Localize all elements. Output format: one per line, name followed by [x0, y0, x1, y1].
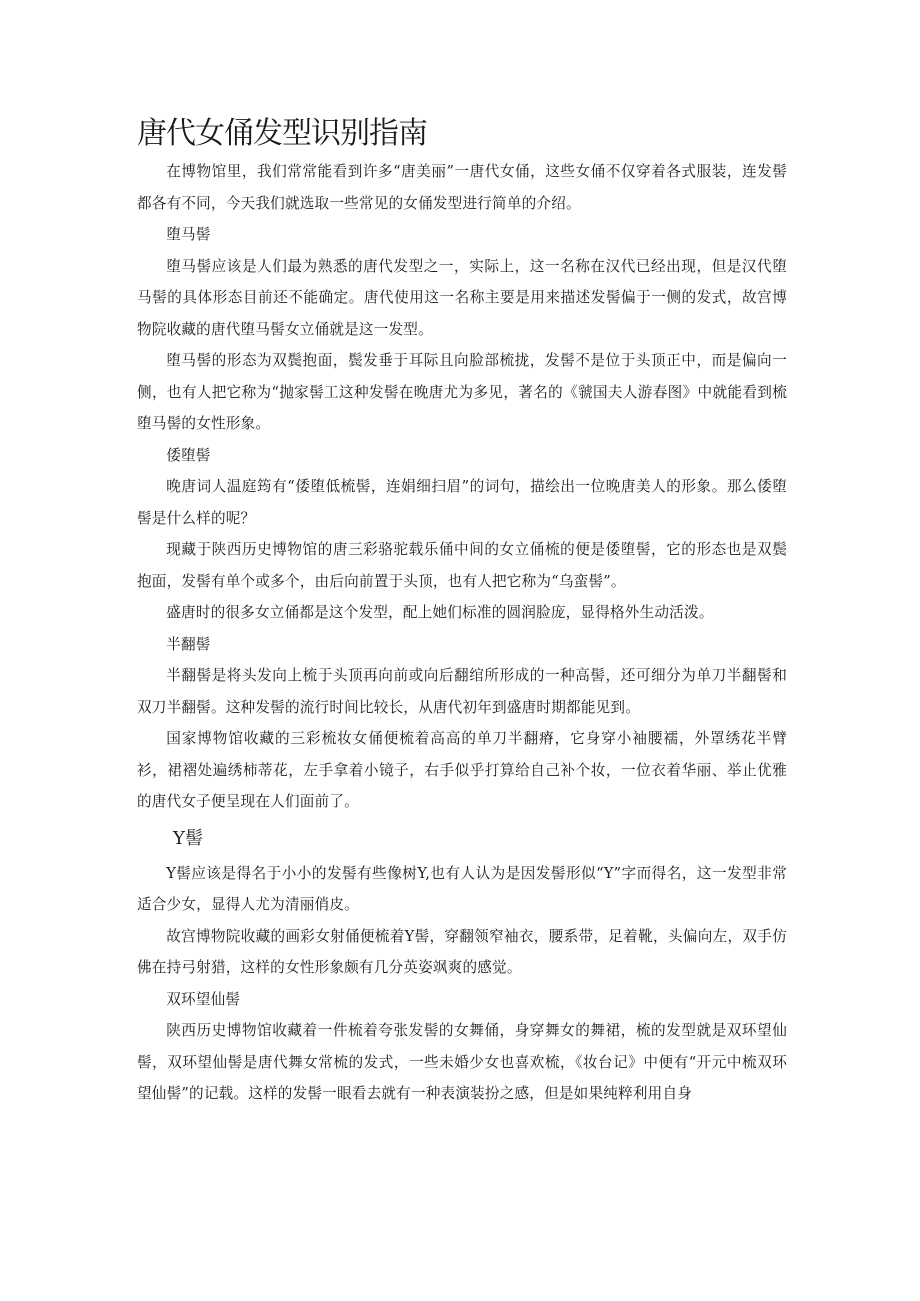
paragraph: 陕西历史博物馆收藏着一件梳着夸张发髻的女舞俑，身穿舞女的舞裙，梳的发型就是双环望仙髻，双环望仙髻是唐代舞女常梳的发式，一些未婚少女也喜欢梳，《妆台记》中便有“开元中梳双环望仙髻”的记载。这样的发髻一眼看去就有一种表演装扮之感，但是如果纯粹利用自身 — [137, 1022, 787, 1102]
paragraph: 现藏于陕西历史博物馆的唐三彩骆驼载乐俑中间的女立俑梳的便是倭堕髻，它的形态也是双鬓抱面，发髻有单个或多个，由后向前置于头顶，也有人把它称为“乌蛮髻”。 — [137, 541, 787, 590]
paragraph: Y髻应该是得名于小小的发髻有些像树Y,也有人认为是因发髻形似“Y”字而得名，这一发型非常适合少女，显得人尤为清丽俏皮。 — [137, 864, 787, 913]
paragraph: 堕马髻应该是人们最为熟悉的唐代发型之一，实际上，这一名称在汉代已经出现，但是汉代堕马髻的具体形态目前还不能确定。唐代使用这一名称主要是用来描述发髻偏于一侧的发式，故宫博物院收藏的唐代堕马髻女立俑就是这一发型。 — [137, 257, 787, 338]
section-heading-duomaji: 堕马髻 — [166, 226, 211, 243]
section-heading-woduoji: 倭堕髻 — [166, 446, 211, 464]
paragraph: 故宫博物院收藏的画彩女射俑便梳着Y髻，穿翻领窄袖衣，腰系带，足着靴，头偏向左，双手仿佛在持弓射猎，这样的女性形象颇有几分英姿飒爽的感觉。 — [137, 927, 787, 976]
paragraph: 半翻髻是将头发向上梳于头顶再向前或向后翻绾所形成的一种高髻，还可细分为单刀半翻髻和双刀半翻髻。这种发髻的流行时间比较长，从唐代初年到盛唐时期都能见到。 — [137, 667, 787, 716]
paragraph: 晚唐词人温庭筠有“倭堕低梳髻，连娟细扫眉”的词句，描绘出一位晚唐美人的形象。那么倭堕髻是什么样的呢？ — [137, 478, 787, 527]
section-heading-banfanji: 半翻髻 — [166, 635, 211, 653]
intro-paragraph: 在博物馆里，我们常常能看到许多“唐美丽”一唐代女俑，这些女俑不仅穿着各式服装，连发髻都各有不同，今天我们就选取一些常见的女俑发型进行简单的介绍。 — [137, 163, 787, 212]
section-heading-shuanghuan: 双环望仙髻 — [166, 990, 241, 1008]
paragraph: 堕马髻的形态为双鬓抱面，鬓发垂于耳际且向脸部梳拢，发髻不是位于头顶正中，而是偏向一侧，也有人把它称为“抛家髻工这种发髻在晚唐尤为多见，著名的《虢国夫人游春图》中就能看到梳堕马髻的女性形象。 — [137, 352, 787, 432]
page-title: 唐代女俑发型识别指南 — [137, 116, 427, 151]
paragraph: 国家博物馆收藏的三彩梳妆女俑便梳着高高的单刀半翻瘠，它身穿小袖腰襦，外罩绣花半臂衫，裙褶处遍绣柿蒂花，左手拿着小镜子，右手似乎打算给自己补个妆，一位衣着华丽、举止优雅的唐代女子便呈现在人们面前了。 — [137, 730, 787, 810]
article-body — [137, 156, 787, 1110]
paragraph: 盛唐时的很多女立俑都是这个发型，配上她们标准的圆润脸庞，显得格外生动活泼。 — [166, 604, 714, 621]
section-heading-yji: Y髻 — [173, 827, 204, 849]
